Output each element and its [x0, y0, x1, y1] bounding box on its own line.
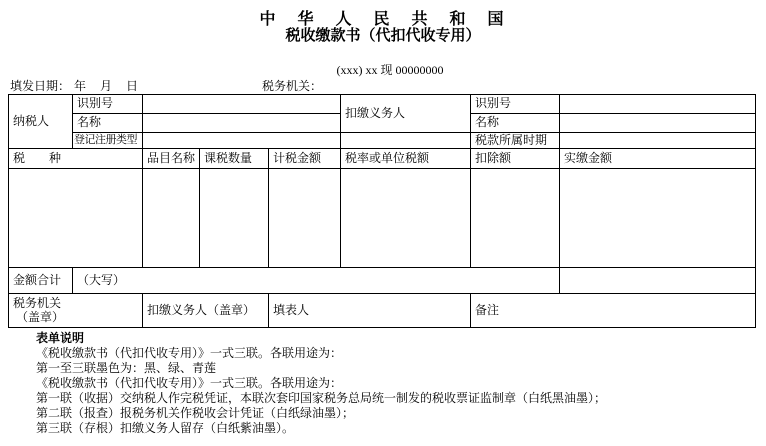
column-header-deduction: 扣除额: [471, 149, 560, 169]
notes-line-5: 第二联（报查）报税务机关作税收会计凭证（白纸绿油墨）；: [36, 406, 355, 420]
column-header-taxable-quantity: 课税数量: [200, 149, 269, 169]
notes-line-2: 第一至三联墨色为：黑、绿、青莲: [36, 361, 217, 375]
preparer-cell[interactable]: 填表人: [269, 294, 471, 328]
remarks-cell[interactable]: 备注: [471, 294, 756, 328]
tax-authority-seal-line1: 税务机关: [13, 296, 62, 311]
tax-authority-label: 税务机关：: [262, 79, 323, 93]
form-notes: [36, 331, 760, 436]
notes-line-6: 第三联（存根）扣缴义务人留存（白纸紫油墨）。: [36, 421, 295, 435]
column-header-item-name: 品目名称: [143, 149, 200, 169]
taxpayer-regtype-label: 登记注册类型: [73, 133, 143, 149]
agent-name-label: 名称: [471, 114, 560, 133]
taxpayer-group-label: 纳税人: [9, 95, 73, 149]
total-amount-in-words-field[interactable]: （大写）: [73, 268, 560, 294]
detail-deduction-field[interactable]: [471, 169, 560, 268]
column-header-taxable-amount: 计税金额: [269, 149, 341, 169]
detail-taxable-amount-field[interactable]: [269, 169, 341, 268]
notes-line-1: 《税收缴款书（代扣代收专用）》一式三联。各联用途为：: [36, 346, 343, 360]
agent-group-label: 扣缴义务人: [341, 95, 471, 133]
fill-date-ymd: 年 月 日: [74, 79, 140, 93]
tax-authority-seal-line2: （盖章）: [16, 309, 65, 324]
taxpayer-id-field[interactable]: [143, 95, 341, 114]
tax-period-label: 税款所属时期: [471, 133, 560, 149]
detail-item-name-field[interactable]: [143, 169, 200, 268]
form-title-name: 税收缴款书（代扣代收专用）: [285, 28, 481, 44]
form-title-country: 中 华 人 民 共 和 国: [259, 11, 507, 28]
total-amount-figure-field[interactable]: [560, 268, 756, 294]
fill-date-row: [10, 77, 756, 92]
notes-line-4: 第一联（收据）交纳税人作完税凭证，本联次套印国家税务总局统一制发的税收票证监制章（白纸黑油墨）；: [36, 391, 607, 405]
detail-taxable-quantity-field[interactable]: [200, 169, 269, 268]
agent-id-field[interactable]: [560, 95, 756, 114]
agent-id-label: 识别号: [471, 95, 560, 114]
taxpayer-name-label: 名称: [73, 114, 143, 133]
total-amount-label: 金额合计: [9, 268, 73, 294]
detail-tax-type-field[interactable]: [9, 169, 143, 268]
taxpayer-regtype-field[interactable]: [143, 133, 341, 149]
taxpayer-id-label: 识别号: [73, 95, 143, 114]
column-header-tax-rate: 税率或单位税额: [341, 149, 471, 169]
agent-name-field[interactable]: [560, 114, 756, 133]
detail-tax-rate-field[interactable]: [341, 169, 471, 268]
tax-authority-seal-cell: [9, 294, 143, 328]
notes-title: 表单说明: [36, 331, 85, 345]
form-serial-number: (xxx) xx 现 00000000: [336, 63, 444, 77]
column-header-paid-amount: 实缴金额: [560, 149, 756, 169]
agent-seal-cell: 扣缴义务人（盖章）: [143, 294, 269, 328]
column-header-tax-type: 税 种: [9, 149, 143, 169]
form-table: [8, 94, 756, 328]
taxpayer-name-field[interactable]: [143, 114, 341, 133]
notes-line-3: 《税收缴款书（代扣代收专用）》一式三联。各联用途为：: [36, 376, 343, 390]
fill-date-label: 填发日期：: [10, 79, 71, 93]
detail-paid-amount-field[interactable]: [560, 169, 756, 268]
agent-blank-cell: [341, 133, 471, 149]
tax-period-field[interactable]: [560, 133, 756, 149]
